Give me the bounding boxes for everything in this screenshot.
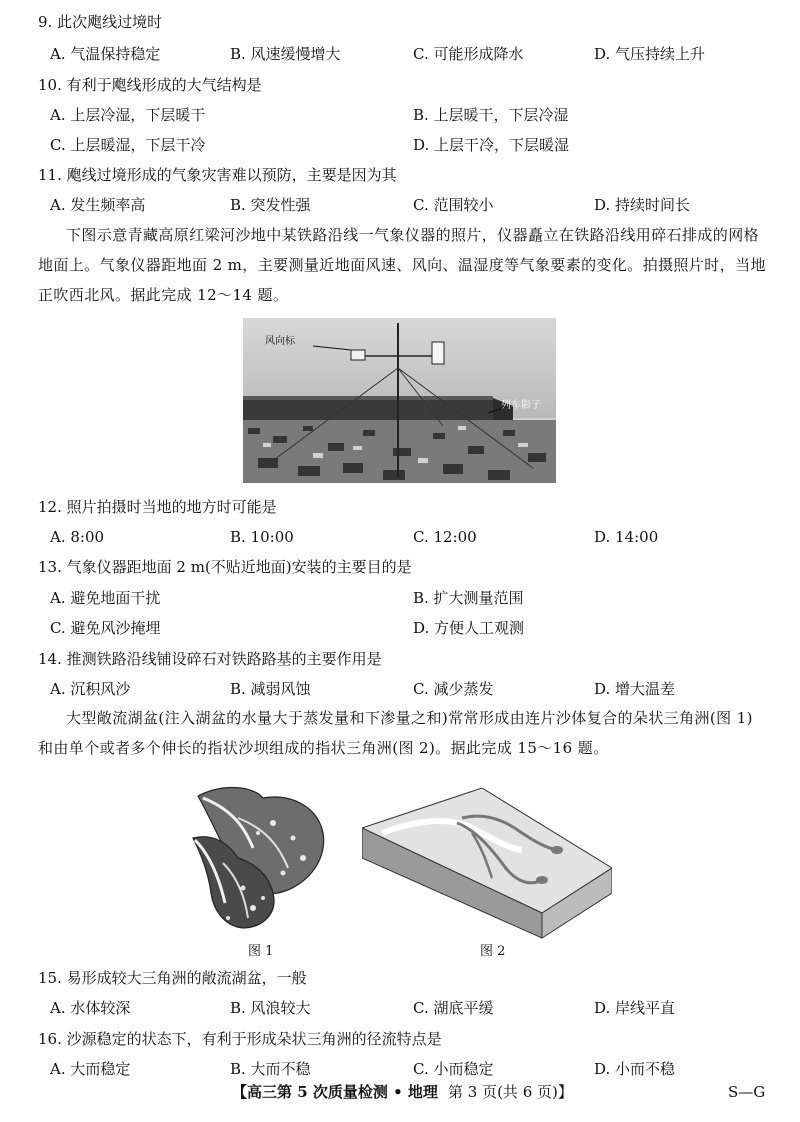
question-12-stem: 12. 照片拍摄时当地的地方时可能是 [38, 498, 277, 516]
q13-option-d: D. 方便人工观测 [413, 619, 525, 637]
q11-option-d: D. 持续时间长 [594, 196, 691, 214]
q14-option-b: B. 减弱风蚀 [230, 680, 311, 698]
q10-option-c: C. 上层暖湿，下层干冷 [50, 136, 206, 154]
figure-1-caption: 图 1 [248, 944, 274, 959]
question-10-stem: 10. 有利于飑线形成的大气结构是 [38, 76, 262, 94]
q10-option-a: A. 上层冷湿，下层暖干 [50, 106, 206, 124]
q9-option-c: C. 可能形成降水 [413, 45, 524, 63]
label-wind-vane: 风向标 [265, 336, 295, 347]
figure-2-caption: 图 2 [480, 944, 506, 959]
q10-option-d: D. 上层干冷，下层暖湿 [413, 136, 570, 154]
q16-option-b: B. 大而不稳 [230, 1060, 311, 1078]
q14-option-c: C. 减少蒸发 [413, 680, 494, 698]
label-train-shadow: 列车影子 [501, 400, 541, 411]
q16-option-a: A. 大而稳定 [50, 1060, 131, 1078]
q15-option-d: D. 岸线平直 [594, 999, 676, 1017]
q13-option-a: A. 避免地面干扰 [50, 589, 161, 607]
q12-option-a: A. 8:00 [50, 528, 105, 546]
q11-option-a: A. 发生频率高 [50, 196, 146, 214]
q9-option-a: A. 气温保持稳定 [50, 45, 161, 63]
figure-1-lobate-delta [183, 778, 333, 933]
question-15-stem: 15. 易形成较大三角洲的敞流湖盆，一般 [38, 969, 307, 987]
question-16-stem: 16. 沙源稳定的状态下，有利于形成朵状三角洲的径流特点是 [38, 1030, 442, 1048]
weather-instrument-photo [243, 318, 556, 483]
q13-option-c: C. 避免风沙掩埋 [50, 619, 161, 637]
question-11-stem: 11. 飑线过境形成的气象灾害难以预防，主要是因为其 [38, 166, 397, 184]
passage-weather-instrument: 下图示意青藏高原红梁河沙地中某铁路沿线一气象仪器的照片，仪器矗立在铁路沿线用碎石排成的网格地面上。气象仪器距地面 2 m，主要测量近地面风速、风向、温湿度等气象要素的变化。拍摄照片时，当地正吹西北风。据此完成 12～14 题。 [38, 226, 766, 304]
q12-option-b: B. 10:00 [230, 528, 294, 546]
footer-page-number: 第 3 页(共 6 页)】 [448, 1083, 573, 1101]
q12-option-d: D. 14:00 [594, 528, 659, 546]
q15-option-c: C. 湖底平缓 [413, 999, 494, 1017]
q13-option-b: B. 扩大测量范围 [413, 589, 524, 607]
q10-option-b: B. 上层暖干，下层冷湿 [413, 106, 569, 124]
q14-option-d: D. 增大温差 [594, 680, 676, 698]
q9-option-d: D. 气压持续上升 [594, 45, 706, 63]
footer-exam-title: 【高三第 5 次质量检测 • 地理 [232, 1083, 438, 1101]
q9-option-b: B. 风速缓慢增大 [230, 45, 341, 63]
q15-option-b: B. 风浪较大 [230, 999, 311, 1017]
q16-option-c: C. 小而稳定 [413, 1060, 494, 1078]
question-14-stem: 14. 推测铁路沿线铺设碎石对铁路路基的主要作用是 [38, 650, 382, 668]
question-13-stem: 13. 气象仪器距地面 2 m(不贴近地面)安装的主要目的是 [38, 558, 412, 576]
q16-option-d: D. 小而不稳 [594, 1060, 676, 1078]
question-9-stem: 9. 此次飑线过境时 [38, 13, 163, 31]
q15-option-a: A. 水体较深 [50, 999, 131, 1017]
q11-option-c: C. 范围较小 [413, 196, 494, 214]
q14-option-a: A. 沉积风沙 [50, 680, 131, 698]
passage-lake-delta: 大型敞流湖盆(注入湖盆的水量大于蒸发量和下渗量之和)常常形成由连片沙体复合的朵状三角洲(图 1)和由单个或者多个伸长的指状沙坝组成的指状三角洲(图 2)。据此完成 15～16 题。 [38, 709, 753, 757]
q11-option-b: B. 突发性强 [230, 196, 311, 214]
figure-2-digitate-delta [362, 788, 612, 948]
footer-subject-code: S—G [728, 1083, 766, 1101]
q12-option-c: C. 12:00 [413, 528, 477, 546]
